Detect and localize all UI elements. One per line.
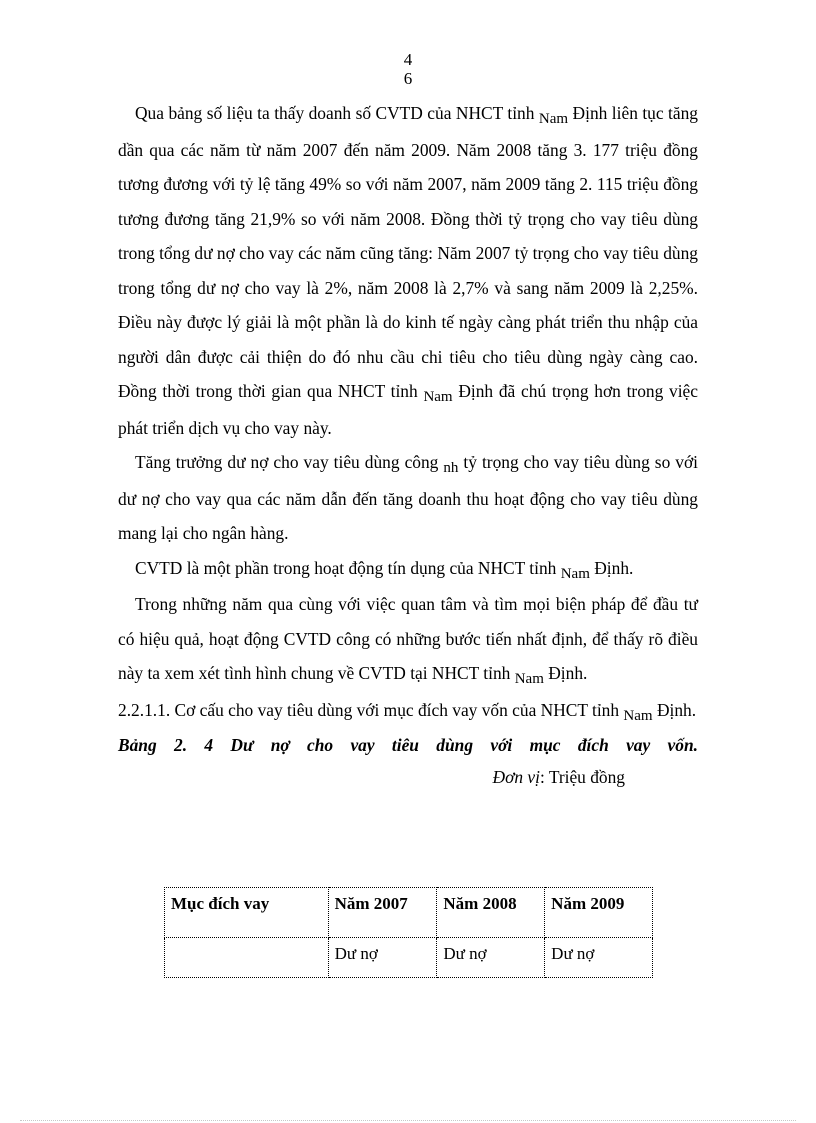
header-cell: Năm 2007 <box>328 888 437 938</box>
paragraph-overview: Trong những năm qua cùng với việc quan tâm và tìm mọi biện pháp để đầu tư có hiệu quả, hoạt động CVTD công có những bước tiến nhất định, để thấy rõ điều này ta xem xét tình hình chung về CVTD tại NHCT tỉnh Nam Định. <box>118 594 698 687</box>
table-cell <box>165 938 329 978</box>
document-body <box>118 96 698 792</box>
page-footer-divider <box>20 1120 796 1121</box>
table-header-row <box>165 888 653 938</box>
header-cell: Năm 2008 <box>437 888 545 938</box>
page-number-line-2: 6 <box>403 69 413 88</box>
table-row <box>165 938 653 978</box>
page-number-line-1: 4 <box>403 50 413 69</box>
header-cell: Mục đích vay <box>165 888 329 938</box>
page-number <box>0 50 816 88</box>
paragraph-growth: Tăng trưởng dư nợ cho vay tiêu dùng công nh tỷ trọng cho vay tiêu dùng so với dư nợ cho vay qua các năm dẫn đến tăng doanh thu hoạt động cho vay tiêu dùng mang lại cho ngân hàng. <box>118 452 698 543</box>
paragraph-analysis: Qua bảng số liệu ta thấy doanh số CVTD của NHCT tỉnh Nam Định liên tục tăng dần qua các năm từ năm 2007 đến năm 2009. Năm 2008 tăng 3. 177 triệu đồng tương đương với tỷ lệ tăng 49% so với năm 2007, năm 2009 tăng 2. 115 triệu đồng tương đương tăng 21,9% so với năm 2008. Đồng thời tỷ trọng cho vay tiêu dùng trong tổng dư nợ cho vay các năm cũng tăng: Năm 2007 tỷ trọng cho vay tiêu dùng trong tổng dư nợ cho vay là 2%, năm 2008 là 2,7% và sang năm 2009 là 2,25%. Điều này được lý giải là một phần là do kinh tế ngày càng phát triển thu nhập của người dân được cải thiện do đó nhu cầu chi tiêu cho tiêu dùng ngày càng cao. Đồng thời trong thời gian qua NHCT tỉnh Nam Định đã chú trọng hơn trong việc phát triển dịch vụ cho vay này. <box>118 103 699 438</box>
paragraph-cvtd: CVTD là một phần trong hoạt động tín dụng của NHCT tỉnh Nam Định. <box>135 557 634 582</box>
unit-value: : Triệu đồng <box>539 767 625 787</box>
header-cell: Năm 2009 <box>545 888 653 938</box>
loan-purpose-table <box>164 887 653 978</box>
unit-label: Đơn vị <box>492 767 540 787</box>
table-cell: Dư nợ <box>437 938 545 978</box>
table-cell: Dư nợ <box>328 938 437 978</box>
table-caption: Bảng 2. 4 Dư nợ cho vay tiêu dùng với mục đích vay vốn. <box>118 735 698 755</box>
section-heading: 2.2.1.1. Cơ cấu cho vay tiêu dùng với mục đích vay vốn của NHCT tỉnh Nam Định. <box>118 699 697 724</box>
table-cell: Dư nợ <box>545 938 653 978</box>
table-unit <box>118 762 698 792</box>
